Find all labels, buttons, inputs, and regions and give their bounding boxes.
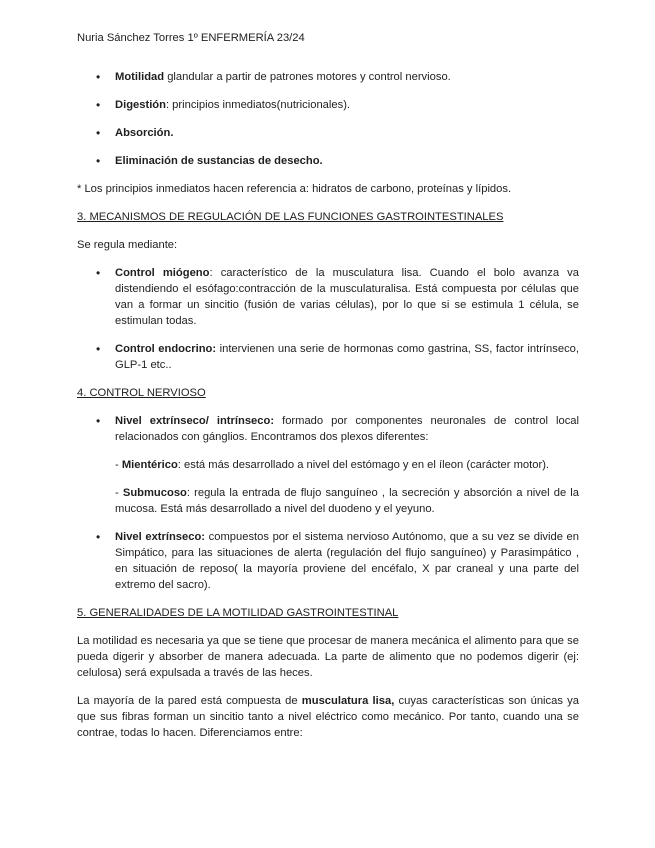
nervous-control-list (77, 413, 579, 445)
section-5-heading: 5. GENERALIDADES DE LA MOTILIDAD GASTROINTESTINAL (77, 607, 399, 619)
section-4-heading: 4. CONTROL NERVIOSO (77, 387, 206, 399)
section-3-intro: Se regula mediante: (77, 239, 178, 251)
list-item: • Digestión: principios inmediatos(nutricionales). (77, 97, 579, 113)
list-item: • Control miógeno: característico de la musculatura lisa. Cuando el bolo avanza va distendiendo el esófago:contracción de la musculaturalisa. Está compuesta por células que van a formar un sincitio (fusión de varias células), por lo que si se estimula 1 célula, se estimulan todas. (77, 265, 579, 329)
list-item: • Nivel extrínseco: compuestos por el sistema nervioso Autónomo, que a su vez se divide en Simpático, para las situaciones de alerta (regulación del flujo sanguíneo) y Parasimpático , en situación de reposo( la mayoría proviene del encéfalo, X par craneal y una parte del extremo del sacro). (77, 529, 579, 593)
document-page (77, 30, 579, 753)
sub-item-submucoso: - Submucoso: regula la entrada de flujo sanguíneo , la secreción y absorción a nivel de la mucosa. Está más desarrollado a nivel del duodeno y el yeyuno. (115, 487, 579, 515)
list-item: • Eliminación de sustancias de desecho. (77, 153, 579, 169)
list-item: • Control endocrino: intervienen una serie de hormonas como gastrina, SS, factor intrínseco, GLP-1 etc.. (77, 341, 579, 373)
list-item: • Nivel extrínseco/ intrínseco: formado por componentes neuronales de control local relacionados con gánglios. Encontramos dos plexos diferentes: (77, 413, 579, 445)
function-list (77, 69, 579, 169)
sub-item-mienterico: - Mientérico: está más desarrollado a nivel del estómago y en el íleon (carácter motor). (115, 459, 550, 471)
footnote: * Los principios inmediatos hacen referencia a: hidratos de carbono, proteínas y lípidos. (77, 183, 512, 195)
section-3-heading: 3. MECANISMOS DE REGULACIÓN DE LAS FUNCIONES GASTROINTESTINALES (77, 211, 504, 223)
regulation-list (77, 265, 579, 373)
nervous-control-list-2 (77, 529, 579, 593)
list-item: • Motilidad glandular a partir de patrones motores y control nervioso. (77, 69, 579, 85)
page-header: Nuria Sánchez Torres 1º ENFERMERÍA 23/24 (77, 32, 305, 44)
section-5-paragraph-1: La motilidad es necesaria ya que se tiene que procesar de manera mecánica el alimento para que se pueda digerir y absorber de manera adecuada. La parte de alimento que no podemos digerir (ej: celulosa) será expulsada a través de las heces. (77, 635, 579, 679)
list-item: • Absorción. (77, 125, 579, 141)
section-5-paragraph-2: La mayoría de la pared está compuesta de musculatura lisa, cuyas características son únicas ya que sus fibras forman un sincitio tanto a nivel eléctrico como mecánico. Por tanto, cuando una se contrae, todas lo hacen. Diferenciamos entre: (77, 695, 579, 739)
